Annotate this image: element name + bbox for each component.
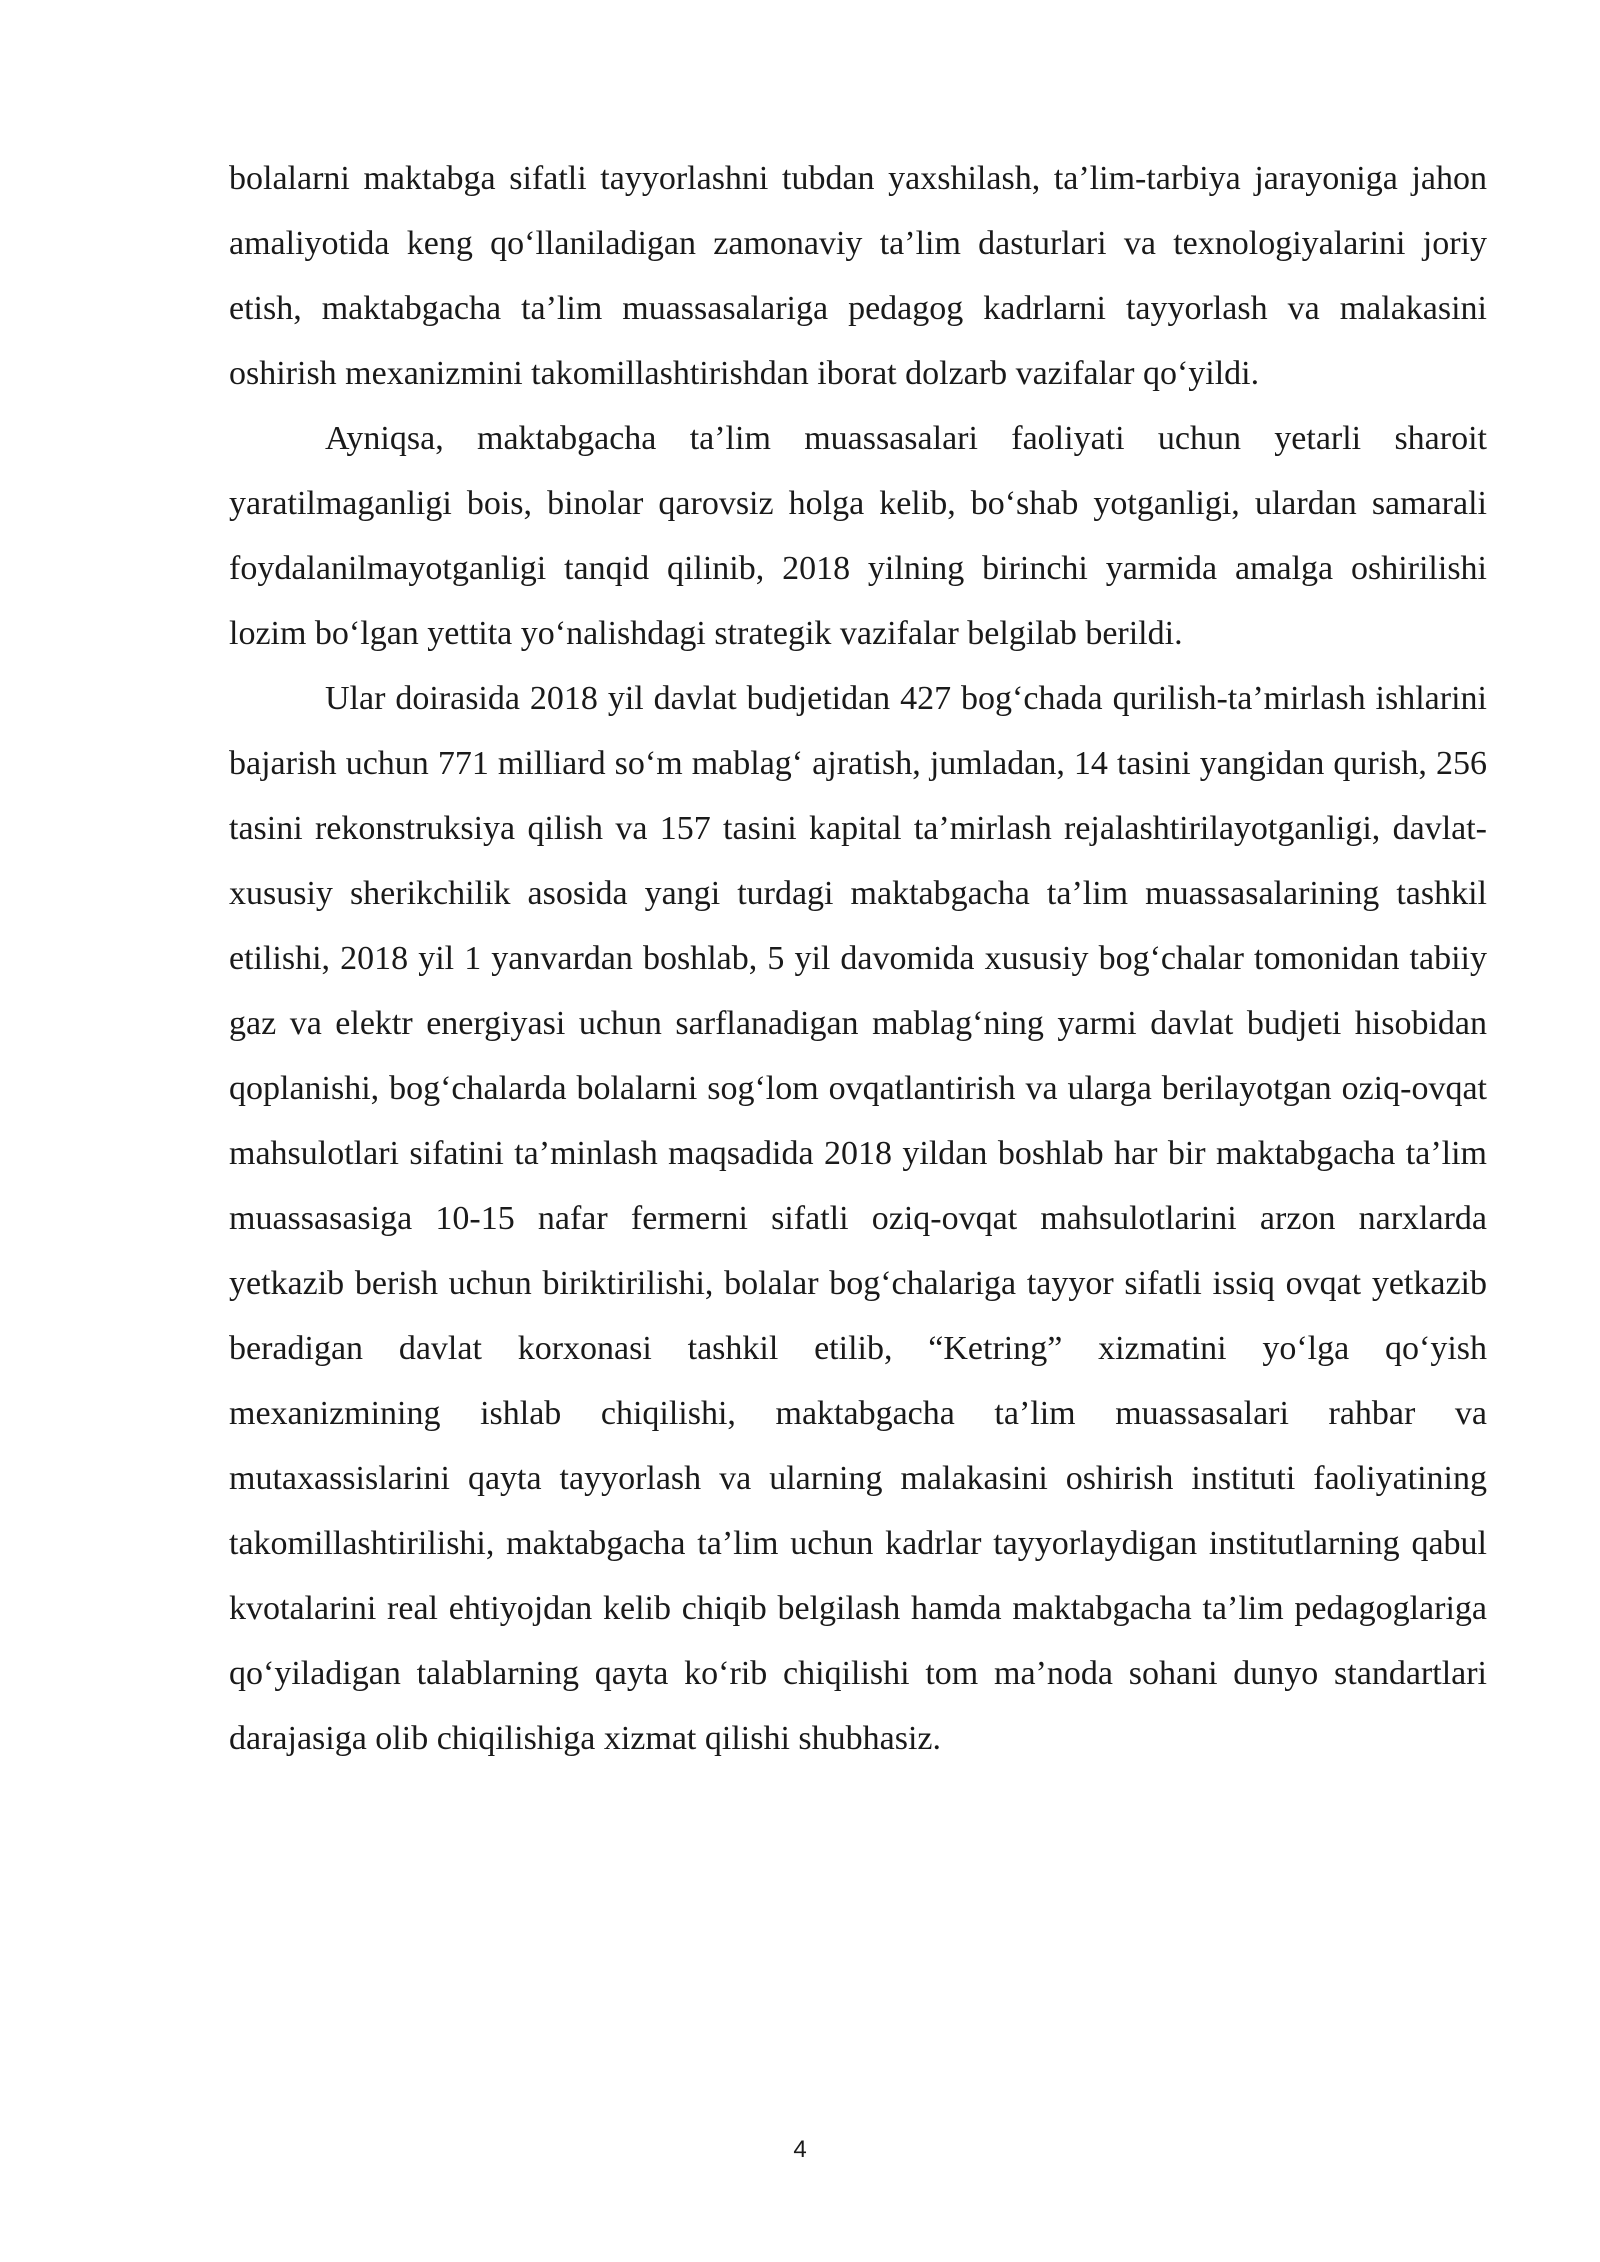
paragraph-ular-doirasida: Ular doirasida 2018 yil davlat budjetidan 427 bog‘chada qurilish-ta’mirlash ishlarini bajarish uchun 771 milliard so‘m mablag‘ ajratish, jumladan, 14 tasini yangidan qurish, 256 tasini rekonstruksiya qilish va 157 tasini kapital ta’mirlash rejalashtirilayotganligi, davlat-xususiy sherikchilik asosida yangi turdagi maktabgacha ta’lim muassasalarining tashkil etilishi, 2018 yil 1 yanvardan boshlab, 5 yil davomida xususiy bog‘chalar tomonidan tabiiy gaz va elektr energiyasi uchun sarflanadigan mablag‘ning yarmi davlat budjeti hisobidan qoplanishi, bog‘chalarda bolalarni sog‘lom ovqatlantirish va ularga berilayotgan oziq-ovqat mahsulotlari sifatini ta’minlash maqsadida 2018 yildan boshlab har bir maktabgacha ta’lim muassasasiga 10-15 nafar fermerni sifatli oziq-ovqat mahsulotlarini arzon narxlarda yetkazib berish uchun biriktirilishi, bolalar bog‘chalariga tayyor sifatli issiq ovqat yetkazib beradigan davlat korxonasi tashkil etilib, “Ketring” xizmatini yo‘lga qo‘yish mexanizmining ishlab chiqilishi, maktabgacha ta’lim muassasalari rahbar va mutaxassislarini qayta tayyorlash va ularning malakasini oshirish instituti faoliyatining takomillashtirilishi, maktabgacha ta’lim uchun kadrlar tayyorlaydigan institutlarning qabul kvotalarini real ehtiyojdan kelib chiqib belgilash hamda maktabgacha ta’lim pedagoglariga qo‘yiladigan talablarning qayta ko‘rib chiqilishi tom ma’noda sohani dunyo standartlari darajasiga olib chiqilishiga xizmat qilishi shubhasiz.	[229, 680, 1487, 1757]
page-number: 4	[793, 2136, 807, 2163]
paragraph-continuation: bolalarni maktabga sifatli tayyorlashni tubdan yaxshilash, ta’lim-tarbiya jarayoniga jahon amaliyotida keng qo‘llaniladigan zamonaviy ta’lim dasturlari va texnologiyalarini joriy etish, maktabgacha ta’lim muassasalariga pedagog kadrlarni tayyorlash va malakasini oshirish mexanizmini takomillashtirishdan iborat dolzarb vazifalar qo‘yildi.	[229, 160, 1487, 392]
paragraph-ayniqsa: Ayniqsa, maktabgacha ta’lim muassasalari faoliyati uchun yetarli sharoit yaratilmaganligi bois, binolar qarovsiz holga kelib, bo‘shab yotganligi, ulardan samarali foydalanilmayotganligi tanqid qilinib, 2018 yilning birinchi yarmida amalga oshirilishi lozim bo‘lgan yettita yo‘nalishdagi strategik vazifalar belgilab berildi.	[229, 420, 1487, 652]
document-body	[229, 146, 1487, 1771]
